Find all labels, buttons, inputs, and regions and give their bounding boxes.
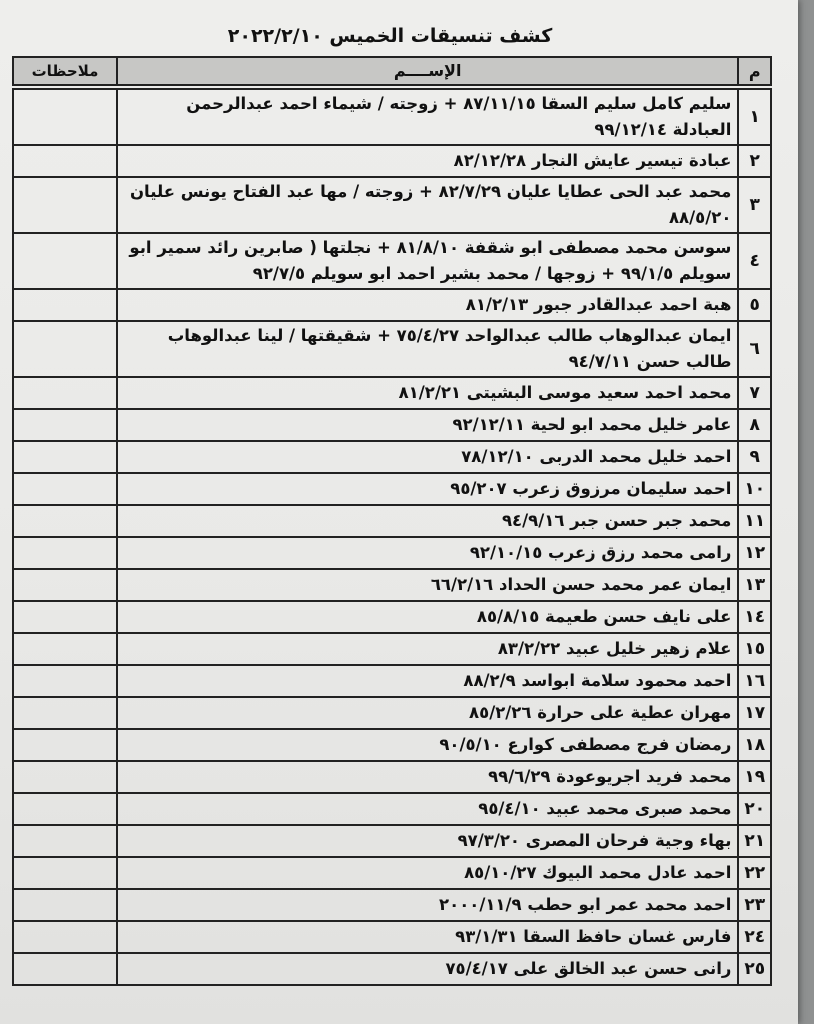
row-notes — [13, 537, 117, 569]
row-name: بهاء وجية فرحان المصرى ٩٧/٣/٢٠ — [117, 825, 738, 857]
row-number: ٢٠ — [738, 793, 771, 825]
row-notes — [13, 441, 117, 473]
table-row — [13, 697, 771, 729]
table-row — [13, 953, 771, 985]
row-name: سوسن محمد مصطفى ابو شقفة ٨١/٨/١٠ + نجلتها ( صابرين رائد سمير ابو سويلم ٩٩/١/٥ + زوجها / محمد بشير احمد ابو سويلم ٩٢/٧/٥ — [117, 233, 738, 289]
row-name: محمد جبر حسن جبر ٩٤/٩/١٦ — [117, 505, 738, 537]
row-number: ١٣ — [738, 569, 771, 601]
row-name: عبادة تيسير عايش النجار ٨٢/١٢/٢٨ — [117, 145, 738, 177]
row-number: ٢٣ — [738, 889, 771, 921]
row-notes — [13, 601, 117, 633]
row-notes — [13, 145, 117, 177]
row-name: رانى حسن عبد الخالق على ٧٥/٤/١٧ — [117, 953, 738, 985]
table-row — [13, 889, 771, 921]
page-title: كشف تنسيقات الخميس ٢٠٢٢/٢/١٠ — [227, 25, 553, 47]
row-number: ٥ — [738, 289, 771, 321]
row-number: ٩ — [738, 441, 771, 473]
table-header-row — [13, 57, 771, 85]
row-notes — [13, 953, 117, 985]
row-number: ١١ — [738, 505, 771, 537]
row-notes — [13, 177, 117, 233]
row-name: احمد خليل محمد الدربى ٧٨/١٢/١٠ — [117, 441, 738, 473]
row-notes — [13, 761, 117, 793]
header-name: الإســــم — [117, 57, 738, 85]
row-notes — [13, 321, 117, 377]
row-name: رامى محمد رزق زعرب ٩٢/١٠/١٥ — [117, 537, 738, 569]
row-notes — [13, 793, 117, 825]
row-notes — [13, 89, 117, 145]
row-name: ايمان عمر محمد حسن الحداد ٦٦/٢/١٦ — [117, 569, 738, 601]
row-notes — [13, 729, 117, 761]
table-row — [13, 793, 771, 825]
row-notes — [13, 409, 117, 441]
table-row — [13, 441, 771, 473]
row-name: احمد سليمان مرزوق زعرب ٩٥/٢٠٧ — [117, 473, 738, 505]
row-number: ١٤ — [738, 601, 771, 633]
row-notes — [13, 233, 117, 289]
table-row — [13, 321, 771, 377]
table-row — [13, 409, 771, 441]
table-row — [13, 505, 771, 537]
row-number: ١٠ — [738, 473, 771, 505]
row-number: ٣ — [738, 177, 771, 233]
row-number: ١٥ — [738, 633, 771, 665]
row-name: محمد احمد سعيد موسى البشيتى ٨١/٢/٢١ — [117, 377, 738, 409]
row-number: ٦ — [738, 321, 771, 377]
table-row — [13, 473, 771, 505]
row-name: ايمان عبدالوهاب طالب عبدالواحد ٧٥/٤/٢٧ + شقيقتها / لينا عبدالوهاب طالب حسن ٩٤/٧/١١ — [117, 321, 738, 377]
row-notes — [13, 665, 117, 697]
table-row — [13, 233, 771, 289]
row-number: ١٢ — [738, 537, 771, 569]
table-row — [13, 377, 771, 409]
row-notes — [13, 377, 117, 409]
row-name: احمد عادل محمد البيوك ٨٥/١٠/٢٧ — [117, 857, 738, 889]
table-row — [13, 569, 771, 601]
row-notes — [13, 825, 117, 857]
row-name: على نايف حسن طعيمة ٨٥/٨/١٥ — [117, 601, 738, 633]
names-table — [12, 56, 772, 986]
row-number: ٢٢ — [738, 857, 771, 889]
table-row — [13, 761, 771, 793]
row-number: ١٨ — [738, 729, 771, 761]
row-number: ١٩ — [738, 761, 771, 793]
row-name: سليم كامل سليم السقا ٨٧/١١/١٥ + زوجته / شيماء احمد عبدالرحمن العبادلة ٩٩/١٢/١٤ — [117, 89, 738, 145]
row-name: هبة احمد عبدالقادر جبور ٨١/٢/١٣ — [117, 289, 738, 321]
row-number: ٨ — [738, 409, 771, 441]
row-notes — [13, 633, 117, 665]
row-name: فارس غسان حافظ السقا ٩٣/١/٣١ — [117, 921, 738, 953]
row-number: ٢٥ — [738, 953, 771, 985]
table-row — [13, 921, 771, 953]
table-row — [13, 825, 771, 857]
row-name: عامر خليل محمد ابو لحية ٩٢/١٢/١١ — [117, 409, 738, 441]
row-number: ١٦ — [738, 665, 771, 697]
row-name: محمد فريد اجريوعودة ٩٩/٦/٢٩ — [117, 761, 738, 793]
row-notes — [13, 505, 117, 537]
row-notes — [13, 697, 117, 729]
header-notes: ملاحظات — [13, 57, 117, 85]
row-name: احمد محمود سلامة ابواسد ٨٨/٢/٩ — [117, 665, 738, 697]
row-number: ١٧ — [738, 697, 771, 729]
table-row — [13, 729, 771, 761]
row-notes — [13, 857, 117, 889]
row-name: مهران عطية على حرارة ٨٥/٢/٢٦ — [117, 697, 738, 729]
row-notes — [13, 921, 117, 953]
table-row — [13, 177, 771, 233]
row-notes — [13, 289, 117, 321]
row-name: محمد صبرى محمد عبيد ٩٥/٤/١٠ — [117, 793, 738, 825]
table-row — [13, 89, 771, 145]
row-number: ٢ — [738, 145, 771, 177]
table-row — [13, 633, 771, 665]
row-number: ١ — [738, 89, 771, 145]
table-row — [13, 145, 771, 177]
row-notes — [13, 569, 117, 601]
row-notes — [13, 889, 117, 921]
row-number: ٤ — [738, 233, 771, 289]
header-number: م — [738, 57, 771, 85]
row-number: ٢١ — [738, 825, 771, 857]
table-row — [13, 601, 771, 633]
table-row — [13, 857, 771, 889]
row-name: رمضان فرج مصطفى كوارع ٩٠/٥/١٠ — [117, 729, 738, 761]
row-name: احمد محمد عمر ابو حطب ٢٠٠٠/١١/٩ — [117, 889, 738, 921]
row-name: علام زهير خليل عبيد ٨٣/٢/٢٢ — [117, 633, 738, 665]
table-row — [13, 289, 771, 321]
row-number: ٢٤ — [738, 921, 771, 953]
row-notes — [13, 473, 117, 505]
table-row — [13, 537, 771, 569]
row-number: ٧ — [738, 377, 771, 409]
row-name: محمد عبد الحى عطايا عليان ٨٢/٧/٢٩ + زوجته / مها عبد الفتاح يونس عليان ٨٨/٥/٢٠ — [117, 177, 738, 233]
table-row — [13, 665, 771, 697]
